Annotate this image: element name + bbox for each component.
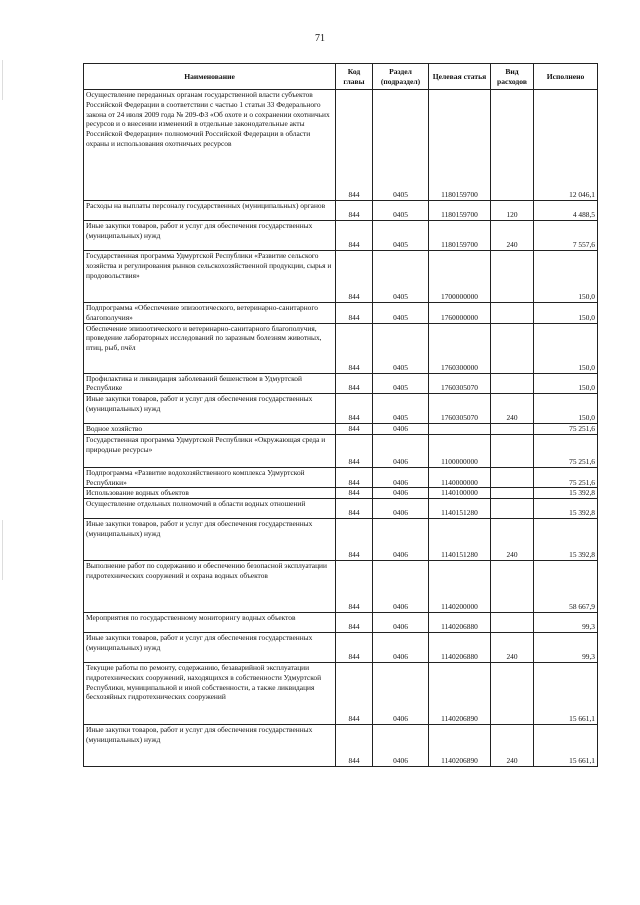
table-header-row	[84, 64, 598, 90]
cell-expense	[491, 303, 534, 324]
cell-amount: 150,0	[534, 323, 598, 373]
cell-section: 0406	[373, 424, 429, 435]
cell-code: 844	[336, 467, 373, 488]
cell-expense: 240	[491, 725, 534, 767]
header-section: Раздел (подраздел)	[373, 64, 429, 90]
table-row	[84, 519, 598, 561]
cell-section: 0406	[373, 725, 429, 767]
cell-target: 1700000000	[429, 251, 491, 303]
cell-name: Осуществление отдельных полномочий в области водных отношений	[84, 499, 336, 519]
cell-target: 1760305070	[429, 394, 491, 424]
cell-target: 1140206880	[429, 633, 491, 663]
cell-target: 1140000000	[429, 467, 491, 488]
cell-name: Водное хозяйство	[84, 424, 336, 435]
cell-amount: 15 392,8	[534, 519, 598, 561]
cell-name: Подпрограмма «Развитие водохозяйственного комплекса Удмуртской Республики»	[84, 467, 336, 488]
cell-code: 844	[336, 394, 373, 424]
cell-section: 0405	[373, 394, 429, 424]
cell-amount: 99,3	[534, 613, 598, 633]
cell-amount: 4 488,5	[534, 201, 598, 221]
cell-expense: 240	[491, 519, 534, 561]
cell-code: 844	[336, 373, 373, 394]
cell-code: 844	[336, 633, 373, 663]
cell-target: 1140206880	[429, 613, 491, 633]
cell-code: 844	[336, 303, 373, 324]
cell-expense	[491, 373, 534, 394]
cell-expense	[491, 613, 534, 633]
table-row	[84, 201, 598, 221]
cell-section: 0406	[373, 519, 429, 561]
cell-code: 844	[336, 434, 373, 467]
header-expense: Вид расходов	[491, 64, 534, 90]
cell-name: Иные закупки товаров, работ и услуг для обеспечения государственных (муниципальных) нужд	[84, 633, 336, 663]
cell-target: 1140206890	[429, 725, 491, 767]
table-row	[84, 323, 598, 373]
cell-expense: 240	[491, 633, 534, 663]
scan-margin-mark	[2, 520, 3, 580]
cell-target: 1140200000	[429, 561, 491, 613]
table-row	[84, 373, 598, 394]
cell-section: 0405	[373, 201, 429, 221]
cell-amount: 7 557,6	[534, 221, 598, 251]
cell-code: 844	[336, 499, 373, 519]
cell-name: Использование водных объектов	[84, 488, 336, 499]
table-row	[84, 303, 598, 324]
header-name: Наименование	[84, 64, 336, 90]
cell-amount: 58 667,9	[534, 561, 598, 613]
cell-amount: 150,0	[534, 373, 598, 394]
cell-name: Текущие работы по ремонту, содержанию, безаварийной эксплуатации гидротехнических сооружений, находящихся в собственности Удмуртской Республики, муниципальной и иной собственности, а также ликвидация бесхозяйных гидротехнических сооружений	[84, 663, 336, 725]
cell-code: 844	[336, 251, 373, 303]
cell-code: 844	[336, 725, 373, 767]
cell-section: 0406	[373, 499, 429, 519]
table-row	[84, 613, 598, 633]
table-row	[84, 434, 598, 467]
cell-expense	[491, 323, 534, 373]
table-body	[84, 90, 598, 767]
cell-amount: 150,0	[534, 303, 598, 324]
table-row	[84, 499, 598, 519]
cell-target: 1760305070	[429, 373, 491, 394]
cell-target: 1140206890	[429, 663, 491, 725]
header-code: Код главы	[336, 64, 373, 90]
cell-section: 0406	[373, 434, 429, 467]
cell-target: 1140151280	[429, 519, 491, 561]
cell-amount: 12 046,1	[534, 90, 598, 201]
cell-name: Профилактика и ликвидация заболеваний бешенством в Удмуртской Республике	[84, 373, 336, 394]
cell-target: 1100000000	[429, 434, 491, 467]
cell-name: Иные закупки товаров, работ и услуг для обеспечения государственных (муниципальных) нужд	[84, 725, 336, 767]
cell-amount: 75 251,6	[534, 434, 598, 467]
cell-code: 844	[336, 488, 373, 499]
cell-amount: 99,3	[534, 633, 598, 663]
cell-code: 844	[336, 201, 373, 221]
table-row	[84, 561, 598, 613]
header-target: Целевая статья	[429, 64, 491, 90]
cell-name: Государственная программа Удмуртской Республики «Развитие сельского хозяйства и регулирования рынков сельскохозяйственной продукции, сырья и продовольствия»	[84, 251, 336, 303]
cell-section: 0406	[373, 633, 429, 663]
table-row	[84, 90, 598, 201]
cell-amount: 150,0	[534, 394, 598, 424]
cell-code: 844	[336, 221, 373, 251]
cell-section: 0405	[373, 323, 429, 373]
cell-section: 0405	[373, 373, 429, 394]
cell-name: Иные закупки товаров, работ и услуг для обеспечения государственных (муниципальных) нужд	[84, 394, 336, 424]
cell-name: Иные закупки товаров, работ и услуг для обеспечения государственных (муниципальных) нужд	[84, 519, 336, 561]
cell-target: 1140151280	[429, 499, 491, 519]
cell-amount: 150,0	[534, 251, 598, 303]
budget-table	[83, 63, 598, 767]
cell-expense	[491, 467, 534, 488]
cell-code: 844	[336, 424, 373, 435]
cell-section: 0405	[373, 251, 429, 303]
cell-amount: 15 661,1	[534, 663, 598, 725]
table-row	[84, 251, 598, 303]
cell-expense: 240	[491, 394, 534, 424]
table-row	[84, 221, 598, 251]
cell-target: 1140100000	[429, 488, 491, 499]
cell-name: Иные закупки товаров, работ и услуг для обеспечения государственных (муниципальных) нужд	[84, 221, 336, 251]
cell-amount: 15 392,8	[534, 488, 598, 499]
cell-code: 844	[336, 561, 373, 613]
cell-name: Мероприятия по государственному мониторингу водных объектов	[84, 613, 336, 633]
table-row	[84, 394, 598, 424]
cell-target: 1180159700	[429, 201, 491, 221]
cell-target: 1760300000	[429, 323, 491, 373]
cell-name: Осуществление переданных органам государственной власти субъектов Российской Федерации в соответствии с частью 1 статьи 33 Федерального закона от 24 июля 2009 года № 209-ФЗ «Об охоте и о сохранении охотничьих ресурсов и о внесении изменений в отдельные законодательные акты Российской Федерации» полномочий Российской Федерации в области охраны и использования охотничьих ресурсов	[84, 90, 336, 201]
cell-target: 1180159700	[429, 90, 491, 201]
table-row	[84, 424, 598, 435]
cell-target: 1180159700	[429, 221, 491, 251]
cell-code: 844	[336, 613, 373, 633]
page-number: 71	[315, 33, 325, 44]
cell-section: 0406	[373, 467, 429, 488]
table-row	[84, 633, 598, 663]
cell-code: 844	[336, 519, 373, 561]
table-row	[84, 725, 598, 767]
cell-name: Подпрограмма «Обеспечение эпизоотического, ветеринарно-санитарного благополучия»	[84, 303, 336, 324]
cell-amount: 75 251,6	[534, 424, 598, 435]
cell-expense	[491, 499, 534, 519]
cell-code: 844	[336, 323, 373, 373]
cell-expense	[491, 663, 534, 725]
cell-expense: 120	[491, 201, 534, 221]
cell-expense	[491, 488, 534, 499]
cell-expense	[491, 561, 534, 613]
cell-code: 844	[336, 90, 373, 201]
cell-target	[429, 424, 491, 435]
cell-section: 0406	[373, 561, 429, 613]
cell-expense	[491, 424, 534, 435]
cell-section: 0406	[373, 663, 429, 725]
cell-section: 0405	[373, 303, 429, 324]
cell-expense: 240	[491, 221, 534, 251]
cell-expense	[491, 90, 534, 201]
cell-expense	[491, 434, 534, 467]
cell-name: Расходы на выплаты персоналу государственных (муниципальных) органов	[84, 201, 336, 221]
cell-section: 0406	[373, 613, 429, 633]
cell-name: Выполнение работ по содержанию и обеспечению безопасной эксплуатации гидротехнических сооружений и охрана водных объектов	[84, 561, 336, 613]
cell-section: 0405	[373, 90, 429, 201]
cell-section: 0406	[373, 488, 429, 499]
cell-name: Обеспечение эпизоотического и ветеринарно-санитарного благополучия, проведение лабораторных исследований по заразным болезням животных, птиц, рыб, пчёл	[84, 323, 336, 373]
scan-margin-mark	[2, 60, 3, 100]
table-row	[84, 663, 598, 725]
table-row	[84, 467, 598, 488]
cell-name: Государственная программа Удмуртской Республики «Окружающая среда и природные ресурсы»	[84, 434, 336, 467]
table-row	[84, 488, 598, 499]
cell-section: 0405	[373, 221, 429, 251]
cell-code: 844	[336, 663, 373, 725]
cell-expense	[491, 251, 534, 303]
header-executed: Исполнено	[534, 64, 598, 90]
cell-amount: 15 661,1	[534, 725, 598, 767]
cell-amount: 75 251,6	[534, 467, 598, 488]
cell-amount: 15 392,8	[534, 499, 598, 519]
cell-target: 1760000000	[429, 303, 491, 324]
